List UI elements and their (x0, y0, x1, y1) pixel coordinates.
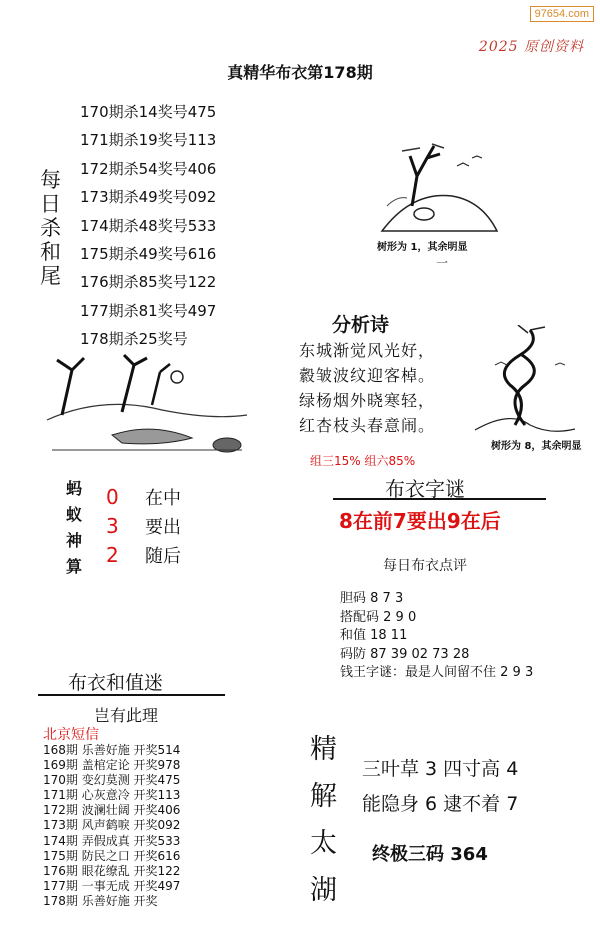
list-item: 177期杀81奖号497 (80, 301, 217, 320)
jingjie-row-1: 三叶草 3 四寸高 4 (362, 758, 519, 780)
review-list (340, 590, 533, 683)
list-item: 172期杀54奖号406 (80, 159, 217, 178)
list-item: 169期 盖棺定论 开奖978 (43, 758, 181, 773)
tree-sketch-1 (372, 136, 502, 236)
list-item: 171期杀19奖号113 (80, 131, 217, 150)
ant-divination-label: 蚂 蚁 神 算 (66, 479, 83, 576)
tree-dash: 一 (436, 256, 449, 270)
sum-riddle-divider (38, 694, 225, 696)
kill-tail-side-label: 每 日 杀 和 尾 (40, 168, 61, 288)
sum-riddle-list (43, 743, 180, 909)
list-item: 175期杀49奖号616 (80, 245, 217, 264)
sum-riddle-subtitle: 岂有此理 (94, 706, 159, 725)
list-item: 和值 18 11 (340, 628, 408, 643)
ant-divination-texts: 在中 要出 随后 (145, 488, 181, 567)
tree-sketch-8 (470, 325, 580, 435)
list-item: 178期 乐善好施 开奖 (43, 893, 158, 908)
tree-caption-1: 树形为 1，其余明显 (377, 242, 468, 253)
list-item: 钱王字谜：最是人间留不住 2 9 3 (340, 665, 534, 680)
riddle-title: 布衣字谜 (385, 477, 465, 501)
poem-body: 东城渐觉风光好， 縠皱波纹迎客棹。 绿杨烟外晓寒轻， 红杏枝头春意闹。 (299, 341, 436, 435)
sum-riddle-source: 北京短信 (43, 727, 99, 743)
list-item: 搭配码 2 9 0 (340, 609, 417, 625)
list-item: 175期 防民之口 开奖616 (43, 848, 181, 863)
list-item: 176期杀85奖号122 (80, 273, 217, 292)
list-item: 178期杀25奖号 (80, 330, 188, 349)
list-item: 168期 乐善好施 开奖514 (43, 743, 181, 757)
ant-divination-numbers: 0 3 2 (106, 485, 119, 567)
review-title: 每日布衣点评 (383, 558, 467, 574)
list-item: 172期 波澜壮阔 开奖406 (43, 803, 181, 818)
group-ratio: 组三15% 组六85% (310, 454, 416, 468)
list-item: 177期 一事无成 开奖497 (43, 878, 181, 893)
list-item: 170期 变幻莫测 开奖475 (43, 773, 181, 788)
list-item: 173期杀49奖号092 (80, 188, 217, 207)
list-item: 170期杀14奖号475 (80, 103, 217, 121)
brand-label: 2025 原创资料 (478, 39, 584, 55)
list-item: 173期 风声鹤唳 开奖092 (43, 818, 181, 833)
sum-riddle-title: 布衣和值迷 (68, 672, 164, 694)
kill-tail-list (80, 98, 216, 354)
final-three-code: 终极三码 364 (372, 844, 488, 865)
site-watermark: 97654.com (530, 6, 594, 22)
riddle-divider (333, 498, 546, 500)
list-item: 胆码 8 7 3 (340, 591, 404, 606)
list-item: 176期 眼花缭乱 开奖122 (43, 863, 181, 878)
tree-caption-8: 树形为 8，其余明显 (491, 441, 582, 452)
jingjie-side-label: 精 解 太 湖 (310, 734, 337, 906)
list-item: 174期杀48奖号533 (80, 216, 217, 235)
riddle-answer: 8在前7要出9在后 (339, 509, 501, 533)
landscape-sketch (42, 350, 252, 462)
jingjie-row-2: 能隐身 6 逮不着 7 (362, 793, 519, 815)
page-title: 真精华布衣第178期 (227, 63, 373, 82)
list-item: 171期 心灰意冷 开奖113 (43, 788, 181, 803)
poem-title: 分析诗 (332, 314, 390, 336)
list-item: 174期 弄假成真 开奖533 (43, 833, 181, 848)
list-item: 码防 87 39 02 73 28 (340, 646, 470, 662)
